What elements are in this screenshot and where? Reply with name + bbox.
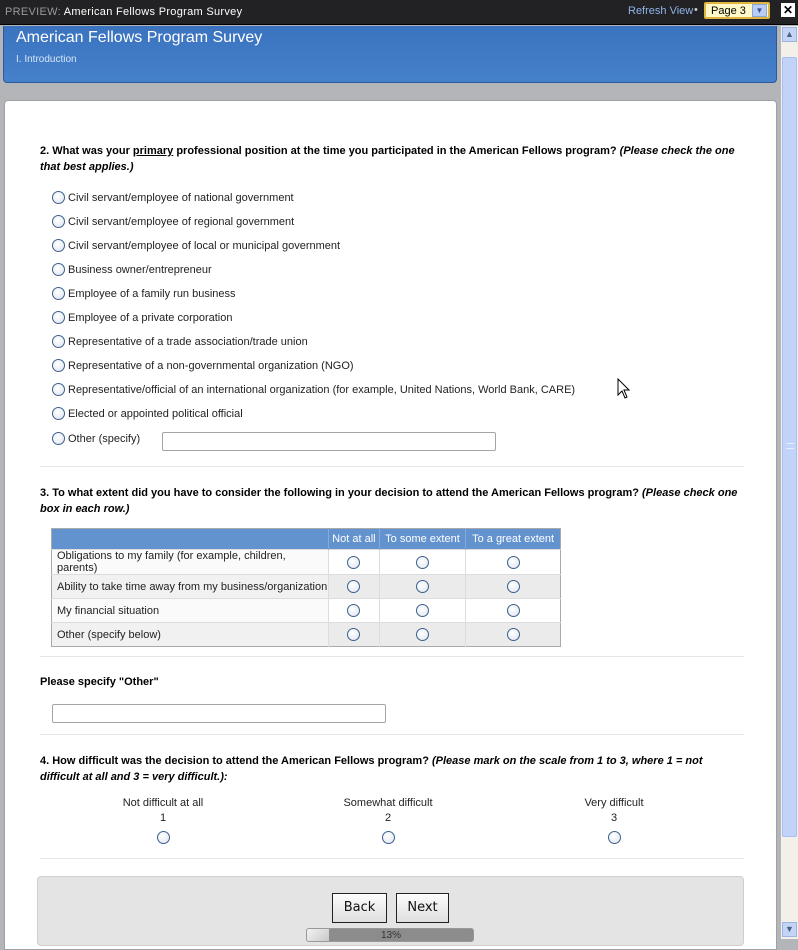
- specify-other-input[interactable]: [52, 704, 386, 723]
- matrix-row: [52, 623, 561, 647]
- q2-option[interactable]: [52, 310, 232, 326]
- q2-option[interactable]: [52, 406, 243, 422]
- q2-text-end: professional position at the time you participated in the American Fellows program?: [173, 145, 620, 157]
- q2-option[interactable]: [52, 358, 354, 374]
- matrix-row-label: My financial situation: [52, 599, 329, 623]
- page-select[interactable]: [704, 2, 770, 19]
- option-label: Civil servant/employee of national government: [68, 192, 294, 204]
- matrix-header-blank: [52, 529, 329, 550]
- close-icon[interactable]: ✕: [782, 3, 794, 17]
- radio-button[interactable]: [347, 628, 360, 641]
- q3-instruction: (Please check one box in each row.): [40, 487, 738, 515]
- radio-button[interactable]: [52, 359, 65, 372]
- matrix-row: [52, 599, 561, 623]
- q2-option-other[interactable]: [52, 431, 140, 447]
- q3-matrix: [51, 528, 561, 647]
- radio-button[interactable]: [416, 604, 429, 617]
- q4-instruction: (Please mark on the scale from 1 to 3, where 1 = not difficult at all and 3 = very difficult.):: [40, 755, 703, 783]
- preview-survey-title: American Fellows Program Survey: [63, 6, 243, 18]
- scale-value: 3: [610, 812, 618, 824]
- q2-option[interactable]: [52, 238, 340, 254]
- radio-button[interactable]: [416, 580, 429, 593]
- option-label: Employee of a family run business: [68, 288, 236, 300]
- progress-label: 13%: [380, 930, 401, 941]
- radio-button[interactable]: [507, 556, 520, 569]
- q4-scale-option[interactable]: [308, 796, 468, 844]
- survey-header: [3, 26, 777, 83]
- question-2: [40, 143, 740, 175]
- radio-button[interactable]: [52, 215, 65, 228]
- radio-button[interactable]: [507, 604, 520, 617]
- option-label: Civil servant/employee of regional government: [68, 216, 295, 228]
- preview-prefix: PREVIEW:: [5, 6, 61, 18]
- radio-button[interactable]: [382, 831, 395, 844]
- preview-bar: [0, 0, 798, 25]
- q2-option[interactable]: [52, 262, 212, 278]
- chevron-down-icon[interactable]: ▼: [752, 4, 767, 17]
- specify-other-label: Please specify "Other": [40, 676, 159, 688]
- section-label: I. Introduction: [16, 54, 77, 65]
- radio-button[interactable]: [52, 407, 65, 420]
- radio-button[interactable]: [416, 556, 429, 569]
- scroll-up-arrow-icon[interactable]: ▲: [782, 27, 797, 42]
- question-4: [40, 753, 740, 785]
- option-label: Representative of a trade association/trade union: [68, 336, 308, 348]
- option-label: Other (specify): [68, 433, 141, 445]
- mouse-cursor-icon: [617, 378, 631, 400]
- option-label: Business owner/entrepreneur: [68, 264, 212, 276]
- radio-button[interactable]: [347, 556, 360, 569]
- scale-label: Very difficult: [584, 797, 644, 809]
- scale-label: Not difficult at all: [122, 797, 204, 809]
- matrix-col-header: To a great extent: [466, 529, 561, 550]
- option-label: Elected or appointed political official: [68, 408, 243, 420]
- option-label: Representative/official of an international organization (for example, United Nations, World Bank, CARE): [68, 384, 576, 396]
- radio-button[interactable]: [157, 831, 170, 844]
- grip-icon: [786, 443, 794, 449]
- survey-title: American Fellows Program Survey: [16, 29, 263, 46]
- scroll-down-arrow-icon[interactable]: ▼: [782, 922, 797, 937]
- page-select-value: Page 3: [711, 5, 746, 17]
- progress-bar: [306, 928, 474, 942]
- radio-button[interactable]: [507, 580, 520, 593]
- refresh-view-link[interactable]: Refresh View: [628, 5, 694, 17]
- vertical-scrollbar[interactable]: [781, 26, 798, 939]
- radio-button[interactable]: [52, 191, 65, 204]
- radio-button[interactable]: [608, 831, 621, 844]
- preview-title: [5, 6, 242, 18]
- radio-button[interactable]: [52, 311, 65, 324]
- scale-value: 1: [159, 812, 167, 824]
- radio-button[interactable]: [347, 580, 360, 593]
- q2-underlined-word: primary: [132, 145, 174, 157]
- matrix-row-label: Obligations to my family (for example, children, parents): [52, 550, 329, 575]
- matrix-row: [52, 575, 561, 599]
- radio-button[interactable]: [52, 335, 65, 348]
- scale-label: Somewhat difficult: [343, 797, 433, 809]
- back-button[interactable]: Back: [332, 893, 387, 923]
- divider: [40, 734, 744, 735]
- radio-button[interactable]: [416, 628, 429, 641]
- scrollbar-thumb[interactable]: [782, 57, 797, 837]
- q2-other-specify-input[interactable]: [162, 432, 496, 451]
- q2-instruction: (Please check the one that best applies.): [40, 145, 735, 173]
- q4-scale-option[interactable]: [534, 796, 694, 844]
- scale-value: 2: [384, 812, 392, 824]
- matrix-row: [52, 550, 561, 575]
- matrix-col-header: To some extent: [379, 529, 465, 550]
- radio-button[interactable]: [52, 383, 65, 396]
- q2-option[interactable]: [52, 190, 294, 206]
- q2-option[interactable]: [52, 214, 294, 230]
- radio-button[interactable]: [52, 432, 65, 445]
- radio-button[interactable]: [507, 628, 520, 641]
- q4-scale-option[interactable]: [83, 796, 243, 844]
- q2-option[interactable]: [52, 286, 236, 302]
- next-button[interactable]: Next: [396, 893, 449, 923]
- divider: [40, 656, 744, 657]
- matrix-row-label: Ability to take time away from my business/organization: [52, 575, 329, 599]
- matrix-row-label: Other (specify below): [52, 623, 329, 647]
- radio-button[interactable]: [347, 604, 360, 617]
- option-label: Representative of a non-governmental organization (NGO): [68, 360, 354, 372]
- q2-option[interactable]: [52, 334, 308, 350]
- separator-dot: •: [694, 4, 698, 16]
- q4-text: 4. How difficult was the decision to attend the American Fellows program?: [40, 755, 432, 767]
- question-3: [40, 485, 740, 517]
- q2-option[interactable]: [52, 382, 575, 398]
- radio-button[interactable]: [52, 263, 65, 276]
- option-label: Employee of a private corporation: [68, 312, 233, 324]
- radio-button[interactable]: [52, 287, 65, 300]
- q2-text-start: 2. What was your: [40, 145, 133, 157]
- divider: [40, 466, 744, 467]
- radio-button[interactable]: [52, 239, 65, 252]
- matrix-col-header: Not at all: [329, 529, 380, 550]
- divider: [40, 858, 744, 859]
- option-label: Civil servant/employee of local or municipal government: [68, 240, 341, 252]
- q3-text: 3. To what extent did you have to consider the following in your decision to attend the American Fellows program?: [40, 487, 643, 499]
